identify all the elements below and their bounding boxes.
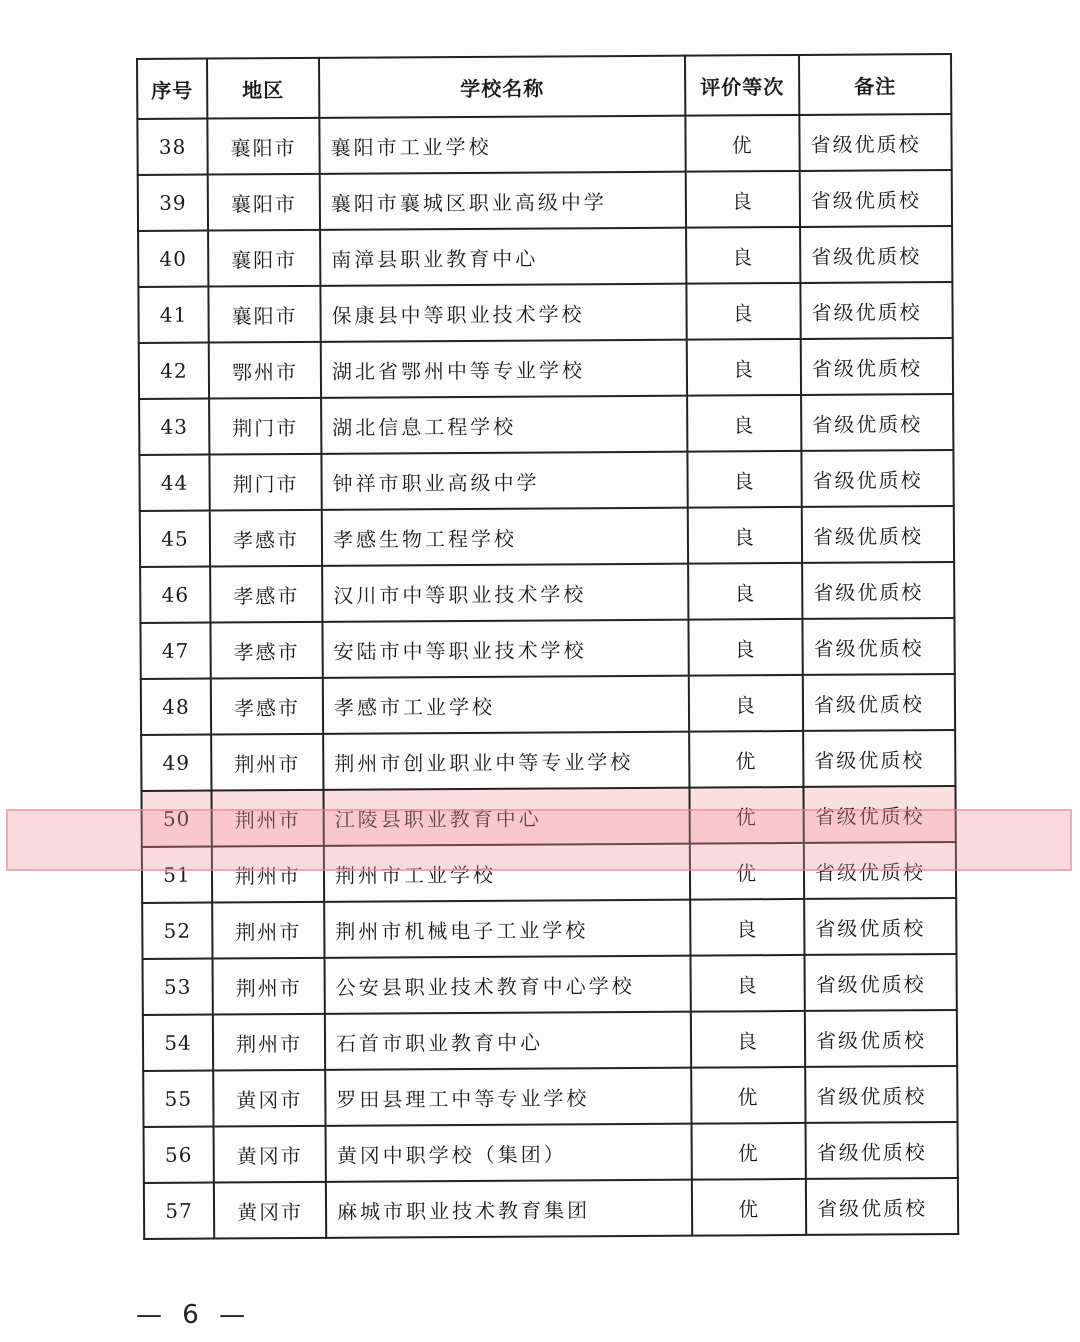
header-rating: 评价等次 <box>685 55 799 116</box>
cell-region: 荆州市 <box>213 958 325 1015</box>
cell-region: 荆门市 <box>209 454 321 511</box>
cell-region: 黄冈市 <box>214 1182 326 1239</box>
cell-index: 47 <box>140 623 210 679</box>
cell-rating: 优 <box>685 115 799 172</box>
table-row <box>141 730 955 791</box>
cell-region: 荆州市 <box>211 790 323 847</box>
cell-rating: 优 <box>692 1123 806 1180</box>
cell-region: 荆州市 <box>212 846 324 903</box>
cell-region: 襄阳市 <box>207 118 319 175</box>
cell-index: 49 <box>141 735 211 791</box>
cell-note: 省级优质校 <box>804 898 956 955</box>
cell-note: 省级优质校 <box>799 114 951 171</box>
cell-region: 孝感市 <box>210 510 322 567</box>
cell-rating: 良 <box>688 563 802 620</box>
cell-region: 荆州市 <box>212 902 324 959</box>
cell-index: 41 <box>138 287 208 343</box>
cell-rating: 良 <box>687 395 801 452</box>
table-row <box>139 338 953 399</box>
cell-region: 黄冈市 <box>214 1126 326 1183</box>
table-body <box>137 114 958 1239</box>
table-row <box>144 1178 958 1239</box>
cell-index: 52 <box>142 903 212 959</box>
cell-rating: 良 <box>690 899 804 956</box>
cell-note: 省级优质校 <box>801 394 953 451</box>
cell-note: 省级优质校 <box>800 226 952 283</box>
cell-school: 钟祥市职业高级中学 <box>321 452 687 510</box>
header-note: 备注 <box>799 54 951 115</box>
cell-index: 45 <box>140 511 210 567</box>
table-row <box>144 1122 958 1183</box>
cell-school: 湖北信息工程学校 <box>321 396 687 454</box>
cell-index: 43 <box>139 399 209 455</box>
cell-school: 南漳县职业教育中心 <box>320 228 686 286</box>
table-row <box>140 506 954 567</box>
table-row <box>138 226 952 287</box>
cell-rating: 良 <box>686 171 800 228</box>
cell-index: 54 <box>143 1015 213 1071</box>
cell-note: 省级优质校 <box>800 282 952 339</box>
cell-school: 孝感生物工程学校 <box>322 508 688 566</box>
cell-school: 襄阳市襄城区职业高级中学 <box>320 172 686 230</box>
cell-rating: 良 <box>689 675 803 732</box>
table-row <box>139 450 953 511</box>
cell-note: 省级优质校 <box>802 562 954 619</box>
table-row-highlighted <box>141 786 955 847</box>
cell-rating: 优 <box>689 787 803 844</box>
cell-note: 省级优质校 <box>806 1178 958 1235</box>
table-row <box>143 1066 957 1127</box>
cell-index: 40 <box>138 231 208 287</box>
cell-note: 省级优质校 <box>804 842 956 899</box>
cell-school: 襄阳市工业学校 <box>319 116 685 174</box>
cell-rating: 良 <box>686 283 800 340</box>
cell-index: 44 <box>139 455 209 511</box>
page-number: — 6 — <box>136 1300 252 1330</box>
cell-school: 湖北省鄂州中等专业学校 <box>321 340 687 398</box>
cell-rating: 良 <box>688 507 802 564</box>
school-evaluation-table <box>136 53 959 1240</box>
cell-index: 53 <box>143 959 213 1015</box>
table-row <box>141 674 955 735</box>
cell-rating: 良 <box>691 1011 805 1068</box>
cell-school: 安陆市中等职业技术学校 <box>322 620 688 678</box>
table-row <box>140 618 954 679</box>
cell-note: 省级优质校 <box>805 1066 957 1123</box>
cell-index: 56 <box>144 1127 214 1183</box>
cell-region: 襄阳市 <box>208 174 320 231</box>
cell-region: 荆州市 <box>213 1014 325 1071</box>
cell-school: 荆州市工业学校 <box>324 844 690 902</box>
cell-rating: 优 <box>691 1067 805 1124</box>
cell-rating: 良 <box>687 339 801 396</box>
cell-note: 省级优质校 <box>805 1010 957 1067</box>
cell-school: 黄冈中职学校（集团） <box>326 1124 692 1182</box>
cell-region: 孝感市 <box>210 622 322 679</box>
cell-index: 39 <box>138 175 208 231</box>
header-index: 序号 <box>137 59 207 119</box>
cell-rating: 良 <box>688 619 802 676</box>
cell-region: 荆门市 <box>209 398 321 455</box>
cell-note: 省级优质校 <box>806 1122 958 1179</box>
cell-region: 鄂州市 <box>209 342 321 399</box>
cell-note: 省级优质校 <box>803 674 955 731</box>
cell-school: 罗田县理工中等专业学校 <box>325 1068 691 1126</box>
cell-index: 48 <box>141 679 211 735</box>
table-row <box>142 898 956 959</box>
cell-rating: 优 <box>690 843 804 900</box>
cell-region: 孝感市 <box>211 678 323 735</box>
cell-school: 麻城市职业技术教育集团 <box>326 1180 692 1238</box>
cell-index: 57 <box>144 1183 214 1239</box>
cell-school: 荆州市机械电子工业学校 <box>324 900 690 958</box>
cell-index: 42 <box>139 343 209 399</box>
cell-index: 50 <box>141 791 211 847</box>
cell-rating: 良 <box>686 227 800 284</box>
cell-rating: 良 <box>687 451 801 508</box>
cell-note: 省级优质校 <box>802 618 954 675</box>
table-header-row <box>137 54 951 119</box>
cell-region: 襄阳市 <box>208 286 320 343</box>
table-row <box>138 282 952 343</box>
cell-rating: 良 <box>690 955 804 1012</box>
cell-note: 省级优质校 <box>804 954 956 1011</box>
cell-index: 46 <box>140 567 210 623</box>
table-row <box>142 842 956 903</box>
cell-index: 38 <box>137 119 207 175</box>
header-school: 学校名称 <box>319 56 685 118</box>
cell-region: 黄冈市 <box>213 1070 325 1127</box>
header-region: 地区 <box>207 58 319 119</box>
cell-school: 荆州市创业职业中等专业学校 <box>323 732 689 790</box>
cell-note: 省级优质校 <box>801 450 953 507</box>
table-row <box>138 170 952 231</box>
cell-school: 汉川市中等职业技术学校 <box>322 564 688 622</box>
cell-note: 省级优质校 <box>803 730 955 787</box>
table-row <box>139 394 953 455</box>
cell-note: 省级优质校 <box>803 786 955 843</box>
cell-school: 江陵县职业教育中心 <box>323 788 689 846</box>
cell-region: 荆州市 <box>211 734 323 791</box>
table-row <box>143 954 957 1015</box>
cell-rating: 优 <box>692 1179 806 1236</box>
cell-note: 省级优质校 <box>800 170 952 227</box>
cell-note: 省级优质校 <box>802 506 954 563</box>
table-row <box>143 1010 957 1071</box>
cell-school: 石首市职业教育中心 <box>325 1012 691 1070</box>
cell-rating: 优 <box>689 731 803 788</box>
cell-index: 55 <box>143 1071 213 1127</box>
table-row <box>140 562 954 623</box>
cell-region: 孝感市 <box>210 566 322 623</box>
cell-school: 保康县中等职业技术学校 <box>320 284 686 342</box>
cell-index: 51 <box>142 847 212 903</box>
table-row <box>137 114 951 175</box>
cell-region: 襄阳市 <box>208 230 320 287</box>
cell-school: 孝感市工业学校 <box>323 676 689 734</box>
cell-school: 公安县职业技术教育中心学校 <box>325 956 691 1014</box>
cell-note: 省级优质校 <box>801 338 953 395</box>
